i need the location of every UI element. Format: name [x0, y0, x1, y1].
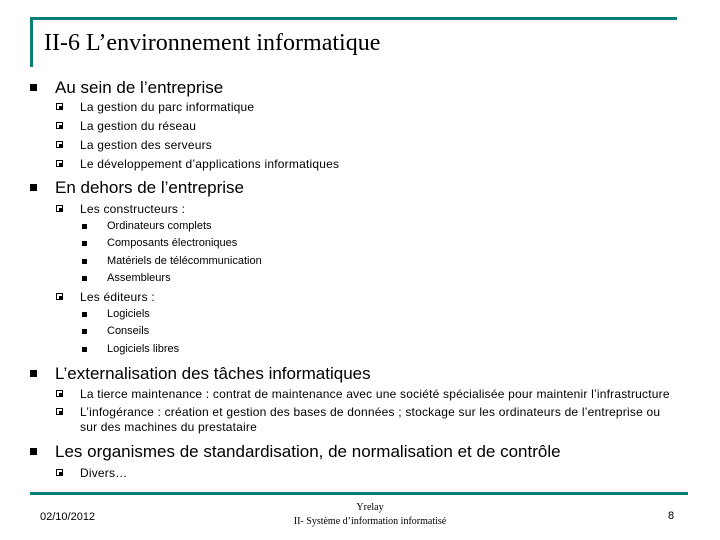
bullet-checkbox [56, 205, 63, 212]
page-number: 8 [668, 510, 675, 522]
bullet-small-square [82, 347, 87, 352]
section-2-item: Les constructeurs : [80, 202, 186, 216]
bullet-square [30, 448, 37, 455]
bullet-small-square [82, 259, 87, 264]
section-2-subitem: Logiciels libres [107, 343, 180, 355]
bullet-checkbox [56, 408, 63, 415]
section-1-item: La gestion des serveurs [80, 138, 213, 152]
section-3-item: La tierce maintenance : contrat de maintenance avec une société spécialisée pour maintenir l’infrastructure [80, 387, 670, 401]
section-1-item: La gestion du réseau [80, 119, 197, 133]
footer-date: 02/10/2012 [40, 511, 96, 523]
section-2-subitem: Conseils [107, 325, 150, 337]
footer-author: Yrelay [356, 502, 384, 513]
bullet-checkbox [56, 141, 63, 148]
section-1-heading: Au sein de l’entreprise [55, 78, 224, 97]
bullet-square [30, 370, 37, 377]
slide-title: II-6 L’environnement informatique [44, 30, 381, 56]
section-2-heading: En dehors de l’entreprise [55, 178, 245, 197]
section-3-heading: L’externalisation des tâches informatiques [55, 364, 371, 383]
section-3-item-continuation: sur des machines du prestataire [80, 420, 257, 434]
section-3-item: L’infogérance : création et gestion des bases de données ; stockage sur les ordinateurs de l’entreprise ou [80, 405, 661, 419]
bullet-small-square [82, 241, 87, 246]
footer-divider [30, 492, 688, 495]
footer-course: II- Système d’information informatisé [293, 516, 447, 527]
footer-center [270, 501, 470, 529]
bullet-small-square [82, 329, 87, 334]
bullet-checkbox [56, 293, 63, 300]
bullet-checkbox [56, 160, 63, 167]
section-2-subitem: Composants électroniques [107, 237, 238, 249]
section-2-subitem: Ordinateurs complets [107, 220, 212, 232]
bullet-checkbox [56, 390, 63, 397]
bullet-square [30, 184, 37, 191]
bullet-checkbox [56, 122, 63, 129]
section-2-item: Les éditeurs : [80, 290, 155, 304]
section-4-heading: Les organismes de standardisation, de normalisation et de contrôle [55, 442, 561, 461]
section-1-item: La gestion du parc informatique [80, 100, 255, 114]
bullet-small-square [82, 312, 87, 317]
bullet-square [30, 84, 37, 91]
section-1-item: Le développement d’applications informatiques [80, 157, 340, 171]
section-2-subitem: Logiciels [107, 308, 150, 320]
bullet-checkbox [56, 469, 63, 476]
section-4-item: Divers… [80, 466, 128, 480]
section-2-subitem: Assembleurs [107, 272, 171, 284]
bullet-small-square [82, 276, 87, 281]
bullet-small-square [82, 224, 87, 229]
section-2-subitem: Matériels de télécommunication [107, 255, 262, 267]
bullet-checkbox [56, 103, 63, 110]
